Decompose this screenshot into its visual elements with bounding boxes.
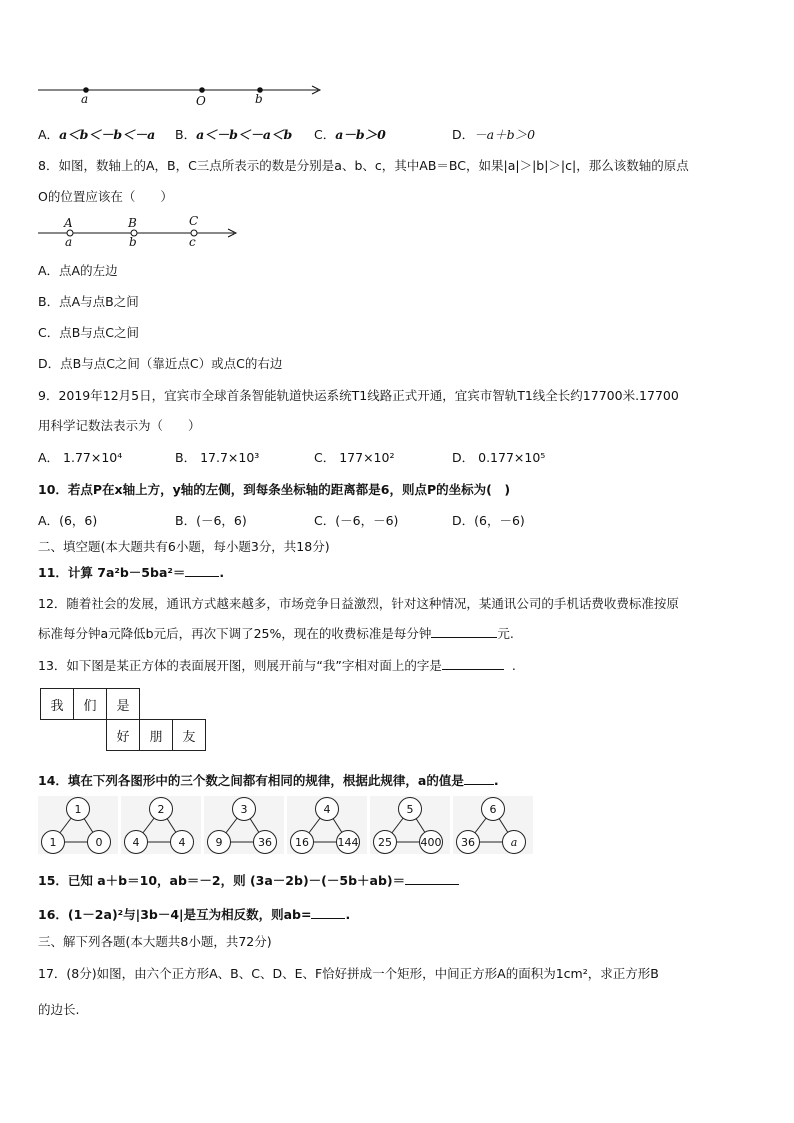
circle-number: a bbox=[510, 836, 518, 849]
q9-option-d bbox=[452, 448, 545, 466]
option-letter: A． bbox=[38, 127, 60, 142]
label-o: O bbox=[196, 94, 206, 108]
circle-number: 3 bbox=[240, 803, 248, 816]
triangle-figure bbox=[121, 796, 201, 854]
circle-number: 4 bbox=[178, 836, 186, 849]
q8-stem-line2: O的位置应该在（ ） bbox=[38, 189, 173, 204]
section-2-heading: 二、填空题(本大题共有6小题，每小题3分，共18分) bbox=[38, 539, 330, 554]
q7-number-line bbox=[36, 80, 326, 108]
triangle-figure bbox=[38, 796, 118, 854]
option-letter: D． bbox=[452, 513, 475, 528]
circle-number: 1 bbox=[74, 803, 82, 816]
net-cell: 们 bbox=[74, 689, 107, 720]
q14-figures bbox=[36, 796, 536, 856]
option-letter: D． bbox=[452, 127, 475, 142]
circle-number: 9 bbox=[215, 836, 223, 849]
section-3-heading: 三、解下列各题(本大题共8小题，共72分) bbox=[38, 934, 272, 949]
label-a: a bbox=[81, 92, 89, 106]
q8-option-b: B．点A与点B之间 bbox=[38, 294, 139, 309]
option-text: a＜－b＜－a＜b bbox=[196, 127, 293, 142]
option-text: 17.7×10³ bbox=[200, 450, 260, 465]
circle-number: 144 bbox=[337, 836, 359, 849]
option-text: 0.177×10⁵ bbox=[478, 450, 546, 465]
q13-text: 13．如下图是某正方体的表面展开图，则展开前与“我”字相对面上的字是 bbox=[38, 658, 442, 673]
q13-stem bbox=[38, 656, 516, 674]
circle-number: 6 bbox=[489, 803, 497, 816]
q7-option-c bbox=[314, 125, 386, 143]
q8-option-a: A．点A的左边 bbox=[38, 263, 118, 278]
q17-line2: 的边长. bbox=[38, 1002, 80, 1017]
circle-number: 0 bbox=[95, 836, 103, 849]
net-cell: 朋 bbox=[140, 720, 173, 751]
label-upper-C: C bbox=[189, 214, 199, 228]
label-lower-b: b bbox=[129, 235, 137, 249]
net-cell: 友 bbox=[173, 720, 206, 751]
q13-answer-blank[interactable] bbox=[442, 657, 504, 670]
triangle-figure bbox=[287, 796, 367, 854]
q10-option-d bbox=[452, 511, 525, 529]
point-o bbox=[199, 87, 205, 93]
label-b: b bbox=[255, 92, 263, 106]
q8-option-c: C．点B与点C之间 bbox=[38, 325, 140, 340]
q12-text: 标准每分钟a元降低b元后，再次下调了25%，现在的收费标准是每分钟 bbox=[38, 626, 432, 641]
option-letter: B． bbox=[175, 127, 197, 142]
circle-number: 2 bbox=[157, 803, 165, 816]
option-letter: C． bbox=[314, 127, 336, 142]
q11-answer-blank[interactable] bbox=[185, 564, 219, 577]
q11-period: . bbox=[219, 565, 225, 580]
option-letter: C． bbox=[314, 513, 336, 528]
q7-option-a bbox=[38, 125, 155, 143]
q12-unit: 元. bbox=[497, 626, 514, 641]
q15-text: 15．已知 a＋b＝10，ab＝－2，则 (3a－2b)－(－5b＋ab)＝ bbox=[38, 873, 406, 888]
q10-stem: 10．若点P在x轴上方，y轴的左侧，到每条坐标轴的距离都是6，则点P的坐标为( ) bbox=[38, 482, 511, 497]
cube-net bbox=[40, 688, 206, 751]
option-letter: D． bbox=[452, 450, 475, 465]
q9-option-a bbox=[38, 448, 122, 466]
option-text: 177×10² bbox=[339, 450, 395, 465]
circle-number: 25 bbox=[378, 836, 392, 849]
circle-number: 5 bbox=[406, 803, 414, 816]
option-text: a＜b＜－b＜－a bbox=[59, 127, 156, 142]
circle-number: 4 bbox=[323, 803, 331, 816]
q11-text: 11．计算 7a²b－5ba²＝ bbox=[38, 565, 186, 580]
option-text: 1.77×10⁴ bbox=[63, 450, 123, 465]
label-lower-c: c bbox=[189, 235, 196, 249]
circle-number: 16 bbox=[295, 836, 309, 849]
q8-number-line bbox=[36, 214, 246, 250]
q10-option-b bbox=[175, 511, 247, 529]
label-upper-B: B bbox=[128, 216, 137, 230]
label-lower-a: a bbox=[65, 235, 73, 249]
triangle-figure bbox=[370, 796, 450, 854]
q14-period: . bbox=[493, 773, 499, 788]
q16 bbox=[38, 905, 350, 923]
q13-period: . bbox=[511, 658, 516, 673]
q16-text: 16．(1－2a)²与|3b－4|是互为相反数，则ab= bbox=[38, 907, 312, 922]
option-text: a－b＞0 bbox=[335, 127, 386, 142]
q7-option-d bbox=[452, 125, 535, 143]
option-text: (－6，6) bbox=[196, 513, 247, 528]
q17-line1: 17．(8分)如图，由六个正方形A、B、C、D、E、F恰好拼成一个矩形，中间正方形A的面积为1cm²，求正方形B bbox=[38, 966, 659, 981]
net-cell: 好 bbox=[107, 720, 140, 751]
q8-stem-line1: 8．如图，数轴上的A，B，C三点所表示的数是分别是a、b、c，其中AB＝BC，如果|a|＞|b|＞|c|，那么该数轴的原点 bbox=[38, 158, 689, 173]
q10-option-a bbox=[38, 511, 97, 529]
circle-number: 36 bbox=[461, 836, 475, 849]
option-text: (－6，－6) bbox=[335, 513, 399, 528]
q14-text: 14．填在下列各图形中的三个数之间都有相同的规律，根据此规律，a的值是 bbox=[38, 773, 464, 788]
q16-answer-blank[interactable] bbox=[311, 906, 345, 919]
q8-option-d: D．点B与点C之间（靠近点C）或点C的右边 bbox=[38, 356, 283, 371]
option-letter: A． bbox=[38, 513, 60, 528]
q9-option-b bbox=[175, 448, 259, 466]
q14-answer-blank[interactable] bbox=[464, 772, 494, 785]
circle-number: 4 bbox=[132, 836, 140, 849]
label-upper-A: A bbox=[64, 216, 73, 230]
option-text: (6，6) bbox=[59, 513, 98, 528]
net-cell: 我 bbox=[41, 689, 74, 720]
q12-line1: 12．随着社会的发展，通讯方式越来越多，市场竞争日益激烈，针对这种情况，某通讯公司的手机话费收费标准按原 bbox=[38, 596, 679, 611]
q9-stem-line1: 9．2019年12月5日，宜宾市全球首条智能轨道快运系统T1线路正式开通，宜宾市智轨T1线全长约17700米.17700 bbox=[38, 388, 679, 403]
option-text: －a＋b＞0 bbox=[474, 127, 536, 142]
q11 bbox=[38, 563, 224, 581]
q12-line2 bbox=[38, 624, 514, 642]
q9-option-c bbox=[314, 448, 394, 466]
q16-period: . bbox=[345, 907, 351, 922]
q14-stem bbox=[38, 771, 499, 789]
q7-option-b bbox=[175, 125, 292, 143]
option-text: (6，－6) bbox=[474, 513, 525, 528]
triangle-figure bbox=[453, 796, 533, 854]
q9-stem-line2: 用科学记数法表示为（ ） bbox=[38, 418, 201, 433]
q10-option-c bbox=[314, 511, 398, 529]
net-cell: 是 bbox=[107, 689, 140, 720]
circle-number: 1 bbox=[49, 836, 57, 849]
circle-number: 36 bbox=[258, 836, 272, 849]
q15 bbox=[38, 871, 459, 889]
circle-number: 400 bbox=[420, 836, 442, 849]
option-letter: C． bbox=[314, 450, 336, 465]
q15-answer-blank[interactable] bbox=[405, 872, 459, 885]
q12-answer-blank[interactable] bbox=[431, 625, 497, 638]
option-letter: B． bbox=[175, 450, 197, 465]
option-letter: A． bbox=[38, 450, 60, 465]
triangle-figure bbox=[204, 796, 284, 854]
option-letter: B． bbox=[175, 513, 197, 528]
